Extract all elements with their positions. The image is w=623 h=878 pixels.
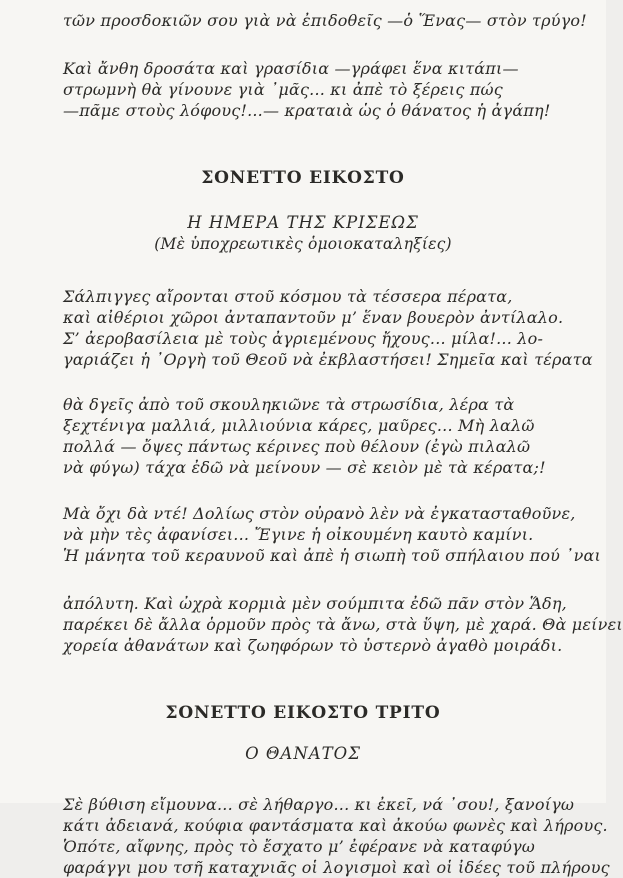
sonnet-heading: ΣΟΝΕΤΤΟ ΕΙΚΟΣΤΟ xyxy=(201,168,405,188)
poem-line: Σάλπιγγες αἴρονται στοῦ κόσμου τὰ τέσσερα πέρατα, xyxy=(63,287,513,306)
poem-line: πολλά — ὄψες πάντως κέρινες ποὺ θέλουν (ἐγὼ πιλαλῶ xyxy=(63,437,531,456)
poem-line: Σὲ βύθιση εἴμουνα... σὲ λήθαργο... κι ἐκεῖ, νά ᾽σου!, ξανοίγω xyxy=(63,795,575,814)
poem-line: Ἡ μάνητα τοῦ κεραυνοῦ καὶ ἀπὲ ἡ σιωπὴ τοῦ σπήλαιου πού ᾽ναι xyxy=(63,546,602,565)
poem-line: ξεχτένιγα μαλλιά, μιλλιούνια κάρες, μαῦρες... Μὴ λαλῶ xyxy=(63,416,535,435)
poem-line: καὶ αἰθέριοι χῶροι ἀνταπαντοῦν μ’ ἕναν βουερὸν ἀντίλαλο. xyxy=(63,308,564,327)
sonnet-title: Ο ΘΑΝΑΤΟΣ xyxy=(245,744,361,763)
poem-stanza xyxy=(0,394,606,478)
poem-line: κάτι ἀδειανά, κούφια φαντάσματα καὶ ἀκούω φωνὲς καὶ λήρους. xyxy=(63,816,608,835)
poem-stanza xyxy=(0,58,606,121)
poem-line: νὰ φύγω) τάχα ἐδῶ νὰ μείνουν — σὲ κειὸν μὲ τὰ κέρατα;! xyxy=(63,458,546,477)
poem-line: Σ’ ἀεροβασίλεια μὲ τοὺς ἀγριεμένους ἤχους... μίλα!... λο- xyxy=(63,329,544,348)
poem-line: στρωμνὴ θὰ γίνουνε γιὰ ᾽μᾶς... κι ἀπὲ τὸ ξέρεις πώς xyxy=(63,80,503,99)
poem-stanza xyxy=(0,286,606,370)
poem-line: χορεία ἀθανάτων καὶ ζωηφόρων τὸ ὑστερνὸ ἀγαθὸ μοιράδι. xyxy=(63,636,563,655)
poem-line: ἀπόλυτη. Καὶ ὠχρὰ κορμιὰ μὲν σούμπιτα ἐδῶ πᾶν στὸν Ἅδη, xyxy=(63,594,567,613)
carryover-line: τῶν προσδοκιῶν σου γιὰ νὰ ἐπιδοθεῖς —ὁ Ἕνας— στὸν τρύγο! xyxy=(63,11,587,30)
poem-line: φαράγγι μου τσῆ καταχνιᾶς οἱ λογισμοὶ καὶ οἱ ἰδέες τοῦ πλήρους xyxy=(63,858,610,877)
poem-line: γαριάζει ἡ ᾽Οργὴ τοῦ Θεοῦ νὰ ἐκβλαστήσει! Σημεῖα καὶ τέρατα xyxy=(63,350,593,369)
sonnet-subtitle-note: (Μὲ ὑποχρεωτικὲς ὁμοιοκαταληξίες) xyxy=(154,235,452,253)
poem-stanza xyxy=(0,593,623,656)
poem-stanza xyxy=(0,503,606,566)
poem-line: Μὰ ὄχι δὰ ντέ! Δολίως στὸν οὐρανὸ λὲν νὰ ἐγκατασταθοῦνε, xyxy=(63,504,576,523)
sonnet-title: Η ΗΜΕΡΑ ΤΗΣ ΚΡΙΣΕΩΣ xyxy=(187,213,419,232)
poem-line: Καὶ ἄνθη δροσάτα καὶ γρασίδια —γράφει ἕνα κιτάπι— xyxy=(63,59,519,78)
poem-line: νὰ μὴν τὲς ἀφανίσει... Ἔγινε ἡ οἰκουμένη καυτὸ καμίνι. xyxy=(63,525,534,544)
poem-line: παρέκει δὲ ἄλλα ὁρμοῦν πρὸς τὰ ἄνω, στὰ ὕψη, μὲ χαρά. Θὰ μείνει xyxy=(63,615,623,634)
sonnet-heading: ΣΟΝΕΤΤΟ ΕΙΚΟΣΤΟ ΤΡΙΤΟ xyxy=(165,703,441,723)
poem-line: —πᾶμε στοὺς λόφους!...— κραταιὰ ὡς ὁ θάνατος ἡ ἀγάπη! xyxy=(63,101,551,120)
poem-line: Ὁπότε, αἴφνης, πρὸς τὸ ἔσχατο μ’ ἐφέρανε νὰ καταφύγω xyxy=(63,837,536,856)
poem-stanza xyxy=(0,794,610,878)
poem-line: θὰ δγεῖς ἀπὸ τοῦ σκουληκιῶνε τὰ στρωσίδια, λέρα τὰ xyxy=(63,395,515,414)
